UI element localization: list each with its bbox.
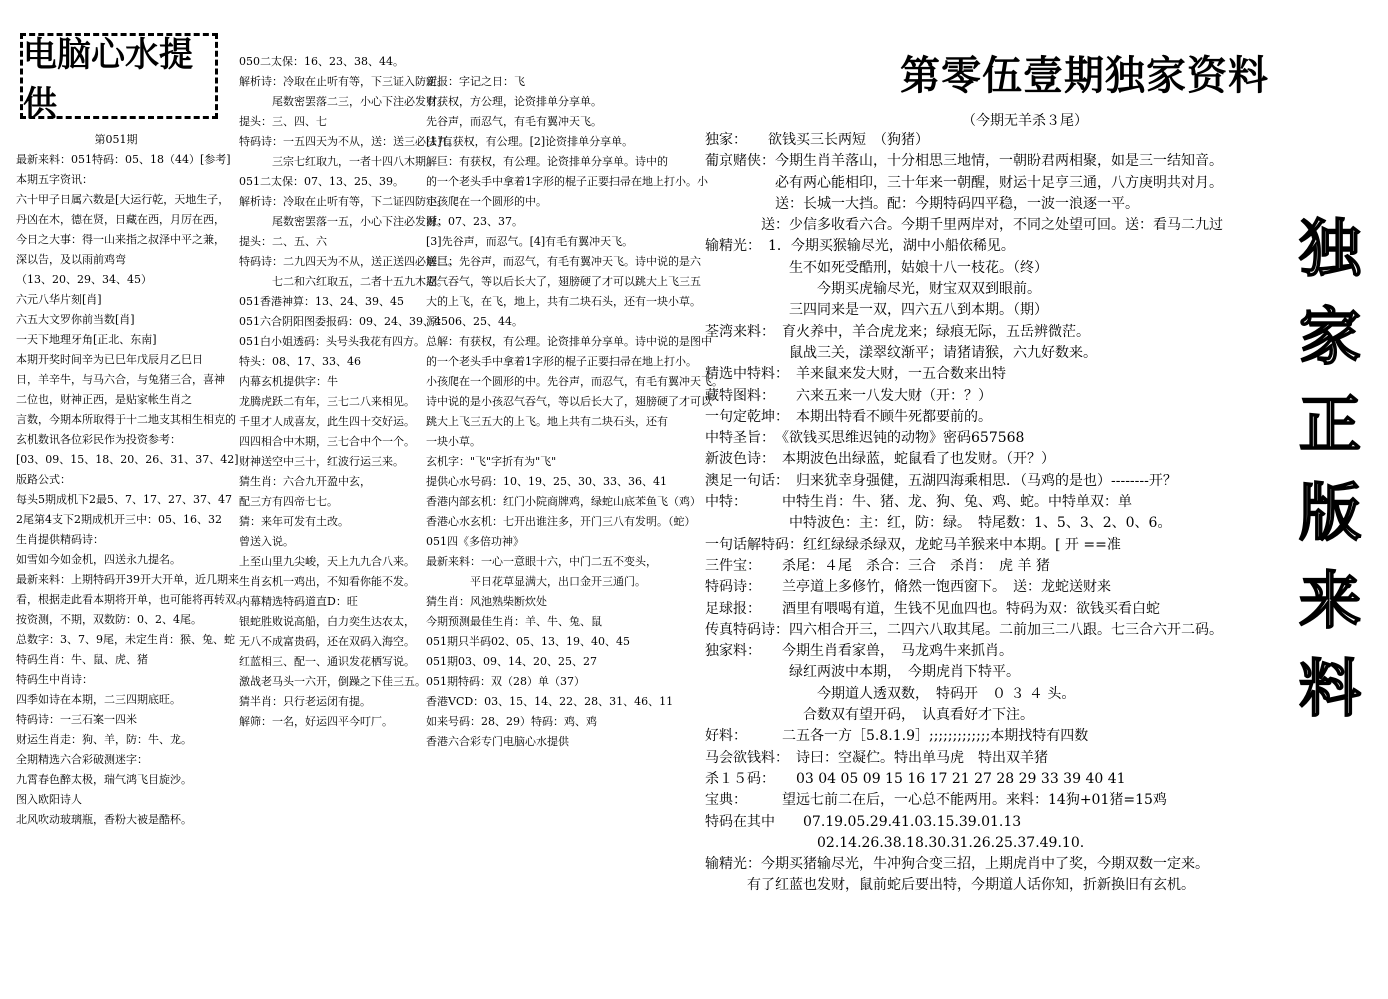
text-line: 内幕精选特码道直D：旺: [239, 595, 358, 608]
info-row: 送：少信多收看六合。今期千里两岸对，不同之处望可回。送：看马二九过: [705, 217, 1223, 234]
text-line: 北风吹动玻璃瓶，香粉大被是酷杯。: [16, 813, 192, 826]
text-line: 如雪如今如金机，四送永九提名。: [16, 553, 181, 566]
text-line: 总解：有获权，有公理。论资排单分享单。诗中说的是图中: [426, 335, 712, 348]
text-line: 配三方有四帝七七。: [239, 495, 338, 508]
text-line: 如来号码：28、29）特码：鸡、鸡: [426, 715, 597, 728]
text-line: 三宗七红取九，一者十四八木期。: [239, 155, 437, 168]
info-row: 中特： 中特生肖：牛、猪、龙、狗、兔、鸡、蛇。中特单双：单: [705, 494, 1132, 511]
text-line: 香港心水玄机：七开出谁注多，开门三八有发明。（蛇）: [426, 515, 696, 528]
column-1: [14, 0, 247, 999]
info-row: 生不如死受酷刑，姑娘十八一枝花。（终）: [705, 259, 1048, 276]
info-row: 鼠战三关，漾翠纹渐平；请猪请猴，六九好数来。: [705, 344, 1097, 361]
text-line: 上至山里九尖峻，天上九九合八来。: [239, 555, 415, 568]
text-line: 最新来料：上期特码开39开大开单，近几期来: [16, 573, 239, 586]
text-line: 一天下地理牙角[正北、东南]: [16, 333, 157, 346]
info-row: 今期买虎输尽光，财宝双双到眼前。: [705, 281, 1041, 298]
text-line: 提头：二、五、六: [239, 235, 327, 248]
text-line: 四四相合中木期，三七合中个一个。: [239, 435, 415, 448]
text-line: 每头5期成机下2最5、7、17、27、37、47: [16, 493, 232, 506]
stamp-char: 版: [1298, 476, 1361, 549]
text-line: 跳大上飞三五大的上飞。地上共有二块石头，还有: [426, 415, 668, 428]
text-line: 新报：字记之日：飞: [426, 75, 525, 88]
text-line: 大的上飞，在飞，地上，共有二块石头，还有一块小草。: [426, 295, 701, 308]
text-line: 提供心水号码：10、19、25、30、33、36、41: [426, 475, 667, 488]
info-row: 好料： 二五各一方［5.8.1.9］;;;;;;;;;;;;;本期找特有四数: [705, 728, 1089, 745]
text-line: 言数，今期本所取得于十二地支其相生相克的: [16, 413, 236, 426]
text-line: 按资测，不期，双数防：0、2、4尾。: [16, 613, 202, 626]
text-line: 最新来料：一心一意眼十六，中门二五不变头，: [426, 555, 657, 568]
text-line: 二位也，财神正西，是贴家帐生肖之: [16, 393, 192, 406]
text-line: 六十甲子日属六数是[大运行乾，天地生子，: [16, 193, 230, 206]
text-line: 版路公式：: [16, 473, 71, 486]
text-line: 六五大文罗你前当数[肖]: [16, 313, 135, 326]
text-line: 最新来料：051特码：05、18（44）[参考]: [16, 153, 231, 166]
text-line: （13、20、29、34、45）: [16, 273, 152, 286]
stamp-char: 家: [1298, 300, 1361, 373]
text-line: 特码生肖：牛、鼠、虎、猪: [16, 653, 148, 666]
text-line: 千里才人成喜友，此生四十交好运。: [239, 415, 415, 428]
text-line: 小孩爬在一个圆形的中。先谷声，而忍气，有毛有翼冲天飞。: [426, 375, 723, 388]
text-line: 全期精选六合彩破测迷字：: [16, 753, 148, 766]
text-line: 玄机数讯各位彩民作为投资参考：: [16, 433, 181, 446]
text-line: 猜半肖：只行老运闭有提。: [239, 695, 371, 708]
info-row: 输精光： 1．今期买猴输尽光，湖中小船依稀见。: [705, 238, 1015, 255]
text-line: 特码生中肖诗：: [16, 673, 93, 686]
text-line: 本期开奖时间辛为已巳年戊辰月乙巳日: [16, 353, 203, 366]
info-row: 马会欲钱料： 诗曰：空凝伫。特出单马虎 特出双羊猪: [705, 749, 1048, 766]
text-line: 忍气吞气，等以后长大了，翅膀硬了才可以跳大上飞三五: [426, 275, 701, 288]
info-row: 独家： 欲钱买三长两短 （狗猪）: [705, 132, 929, 148]
text-line: 香港VCD：03、15、14、22、28、31、46、11: [426, 695, 674, 708]
text-line: 特头：08、17、33、46: [239, 355, 361, 368]
text-line: 生肖玄机一鸡出，不知看你能不发。: [239, 575, 415, 588]
text-line: 银蛇胜败说高船，白力奕生达农太，: [239, 615, 415, 628]
stamp-char: 独: [1298, 212, 1361, 285]
info-row: 澳足一句话： 归来犹幸身强健，五湖四海乘相思．（马鸡的是也）--------开？: [705, 472, 1177, 489]
text-line: 解巨：先谷声，而忍气，有毛有翼冲天飞。诗中说的是六: [426, 255, 701, 268]
text-line: 无八不成富贵码，还在双码入海空。: [239, 635, 415, 648]
column-1-body: [16, 130, 247, 830]
page-subtitle: （今期无羊杀３尾）: [962, 113, 1088, 129]
text-line: 龙腾虎跃二有年，三七二八来相见。: [239, 395, 415, 408]
text-line: 051期特码：双（28）单（37）: [426, 675, 585, 688]
info-row: 足球报： 酒里有喂喝有道，生钱不见血四也。特码为双：欲钱买看白蛇: [705, 600, 1160, 617]
info-row: 今期道人透双数， 特码开 ０ ３ ４ 头。: [705, 685, 1076, 702]
text-line: 猜生肖：六合九开盈中玄，: [239, 475, 371, 488]
page-title: 第零伍壹期独家资料: [900, 52, 1269, 99]
info-row: 三件宝： 杀尾：４尾 杀合：三合 杀肖： 虎 羊 猪: [705, 557, 1050, 574]
text-line: 的一个老头手中拿着1字形的棍子正要扫帚在地上打小。: [426, 355, 697, 368]
text-line: 源：07、23、37。: [426, 215, 523, 228]
text-line: 玄机字："飞"字折有为"飞": [426, 455, 557, 468]
text-line: 051香港神算：13、24、39、45: [239, 295, 404, 308]
text-line: 四季如诗在本期，二三四期底旺。: [16, 693, 181, 706]
info-row: 合数双有望开码， 认真看好才下注。: [705, 707, 1034, 724]
text-line: 日，羊辛牛，与马六合，与兔猪三合，喜神: [16, 373, 225, 386]
text-line: 图入欧阳诗人: [16, 793, 82, 806]
text-line: 解巨：有获权，有公理。论资排单分享单。诗中的: [426, 155, 668, 168]
text-line: 解筛：一名，好运四平今叮厂。: [239, 715, 393, 728]
text-line: 尾数密罢落一五，小心下注必发财。: [239, 215, 448, 228]
text-line: 六元八华片刻[肖]: [16, 293, 102, 306]
exclusive-stamp: [1290, 205, 1370, 733]
text-line: 财神送空中三十，红波行运三来。: [239, 455, 404, 468]
text-line: 的一个老头手中拿着1字形的棍子正要扫帚在地上打小。小: [426, 175, 708, 188]
info-row: 新波色诗： 本期波色出绿蓝，蛇鼠看了也发财。（开？）: [705, 451, 1055, 468]
info-row: 精选中特料： 羊来鼠来发大财，一五合数来出特: [705, 366, 1006, 383]
stamp-char: 正: [1298, 388, 1361, 461]
text-line: 七二和六红取五，二者十五九木期。: [239, 275, 448, 288]
issue-heading: 第051期: [94, 133, 138, 146]
info-row: 特码诗： 兰亭道上多修竹，脩然一饱西窗下。 送：龙蛇送财来: [705, 579, 1111, 596]
info-row: 一句定乾坤： 本期出特看不顾牛死都要前的。: [705, 408, 992, 425]
text-line: 051六合阴阳图委报码：09、24、39、45: [239, 315, 448, 328]
text-line: 生肖提供精码诗：: [16, 533, 104, 546]
text-line: 诗中说的是小孩忍气吞气，等以后长大了，翅膀硬了才可以: [426, 395, 712, 408]
text-line: 丹凶在木，德在贤，日藏在西，月厉在西，: [16, 213, 225, 226]
text-line: 九霄春色醉太极，瑞气鸿飞目旋沙。: [16, 773, 192, 786]
info-row: 荃湾来料： 育火养中，羊合虎龙来；绿痕无际，五岳辨微茫。: [705, 323, 1090, 340]
text-line: 今期预测最佳生肖：羊、牛、兔、鼠: [426, 615, 602, 628]
text-line: 深以告，及以雨前鸡弯: [16, 253, 126, 266]
text-line: 解析诗：冷取在止听有等，下三证入防定。: [239, 75, 448, 88]
text-line: 一块小草。: [426, 435, 481, 448]
text-line: 香港内部玄机：红门小院商牌鸡，绿蛇山底苯鱼飞（鸡）: [426, 495, 701, 508]
text-line: 今日之大事：得一山来指之叔泽中平之兼，: [16, 233, 225, 246]
info-row: 传真特码诗：四六相合开三，二四六八取其尾。二前加三二八跟。七三合六开二码。: [705, 621, 1223, 638]
text-line: [1]有获权，有公理。[2]论资排单分享单。: [426, 135, 634, 148]
text-line: 051四《多倍功神》: [426, 535, 524, 548]
info-row: 葡京赌侠：今期生肖羊落山，十分相思三地情，一朝盼君两相聚，如是三一结知音。: [705, 153, 1223, 170]
info-row: 杀１５码： 03 04 05 09 15 16 17 21 27 28 29 33 39 40 41: [705, 770, 1126, 787]
column-4: [700, 0, 1388, 999]
column-3-body: [426, 72, 723, 752]
text-line: 051二太保：07、13、25、39。: [239, 175, 404, 188]
text-line: [03、09、15、18、20、26、31、37、42]: [16, 453, 239, 466]
info-row: 宝典： 望远七前二在后，一心总不能两用。来料：14狗+01猪=15鸡: [705, 792, 1167, 809]
text-line: 本期五字资讯：: [16, 173, 93, 186]
info-row: 藏特图料： 六来五来一八发大财（开：？）: [705, 387, 992, 404]
text-line: 猜：来年可发有土改。: [239, 515, 349, 528]
info-row: 三四同来是一双，四六五八到本期。（期）: [705, 302, 1048, 319]
info-row: 中特波色：主：红，防：绿。 特尾数：1、5、3、2、0、6。: [705, 515, 1172, 532]
text-line: 香港六合彩专门电脑心水提供: [426, 735, 569, 748]
info-row: 送：长城一大挡。配：今期特码四平稳，一波一浪逐一平。: [705, 195, 1139, 212]
column-4-body: [705, 130, 1223, 897]
info-row: 独家料： 今期生肖看家兽， 马龙鸡牛来抓肖。: [705, 643, 1013, 660]
info-row: 绿红两波中本期， 今期虎肖下特平。: [705, 664, 1020, 681]
stamp-char: 料: [1298, 652, 1361, 725]
text-line: 有获权，方公理，论资排单分享单。: [426, 95, 602, 108]
logo-text: 电脑心水提供: [23, 35, 193, 124]
text-line: 先谷声，而忍气，有毛有翼冲天飞。: [426, 115, 602, 128]
info-row: 一句话解特码：红红绿绿杀绿双，龙蛇马羊猴来中本期。[ 开 ==准: [705, 536, 1121, 553]
text-line: 总数字：3、7、9尾，未定生肖：猴、兔、蛇: [16, 633, 235, 646]
info-row: 02.14.26.38.18.30.31.26.25.37.49.10.: [705, 834, 1085, 851]
text-line: 050二太保：16、23、38、44。: [239, 55, 404, 68]
text-line: 曾送入说。: [239, 535, 294, 548]
text-line: 提头：三、四、七: [239, 115, 327, 128]
text-line: 内幕玄机提供字：牛: [239, 375, 338, 388]
column-3: [422, 0, 723, 999]
text-line: 猜生肖：风池熟柴断炊处: [426, 595, 547, 608]
info-row: 中特圣旨： 《欲钱买思维迟钝的动物》密码657568: [705, 430, 1025, 447]
stamp-char: 来: [1298, 564, 1361, 637]
text-line: 看，根据走此看本期将开单，也可能将再转双。: [16, 593, 247, 606]
text-line: [3]先谷声，而忍气。[4]有毛有翼冲天飞。: [426, 235, 634, 248]
text-line: 2尾第4支下2期成机开三中：05、16、32: [16, 513, 222, 526]
text-line: 源：06、25、44。: [426, 315, 523, 328]
info-row: 必有两心能相印，三十年来一朝醒，财运十足亨三通，八方庚明共对月。: [705, 174, 1223, 191]
text-line: 特码诗：一五四天为不从，送：送三必法九。: [239, 135, 459, 148]
text-line: 红蓝相三、配一、通识发花栖写说。: [239, 655, 415, 668]
text-line: 051期只半码02、05、13、19、40、45: [426, 635, 630, 648]
text-line: 激战老马头一六开，倒躁之下佳三五。: [239, 675, 426, 688]
info-row: 有了红蓝也发财，鼠前蛇后要出特，今期道人话你知，折新换旧有玄机。: [705, 877, 1195, 894]
text-line: 解析诗：冷取在止听有等，下二证四防定。: [239, 195, 448, 208]
info-row: 特码在其中 07.19.05.29.41.03.15.39.01.13: [705, 813, 1022, 830]
text-line: 051白小姐透码：头号头我花有四方。: [239, 335, 425, 348]
text-line: 特码诗：二九四天为不从，送正送四必送二。: [239, 255, 459, 268]
info-row: 输精光：今期买猪输尽光，牛冲狗合变三招，上期虎肖中了奖，今期双数一定来。: [705, 856, 1209, 873]
text-line: 特码诗：一三石案一四米: [16, 713, 137, 726]
text-line: 财运生肖走：狗、羊，防：牛、龙。: [16, 733, 192, 746]
text-line: 小孩爬在一个圆形的中。: [426, 195, 547, 208]
text-line: 051期03、09、14、20、25、27: [426, 655, 597, 668]
text-line: 平日花草显满大，出口金开三通门。: [426, 575, 646, 588]
text-line: 尾数密罢落二三，小心下注必发财。: [239, 95, 448, 108]
